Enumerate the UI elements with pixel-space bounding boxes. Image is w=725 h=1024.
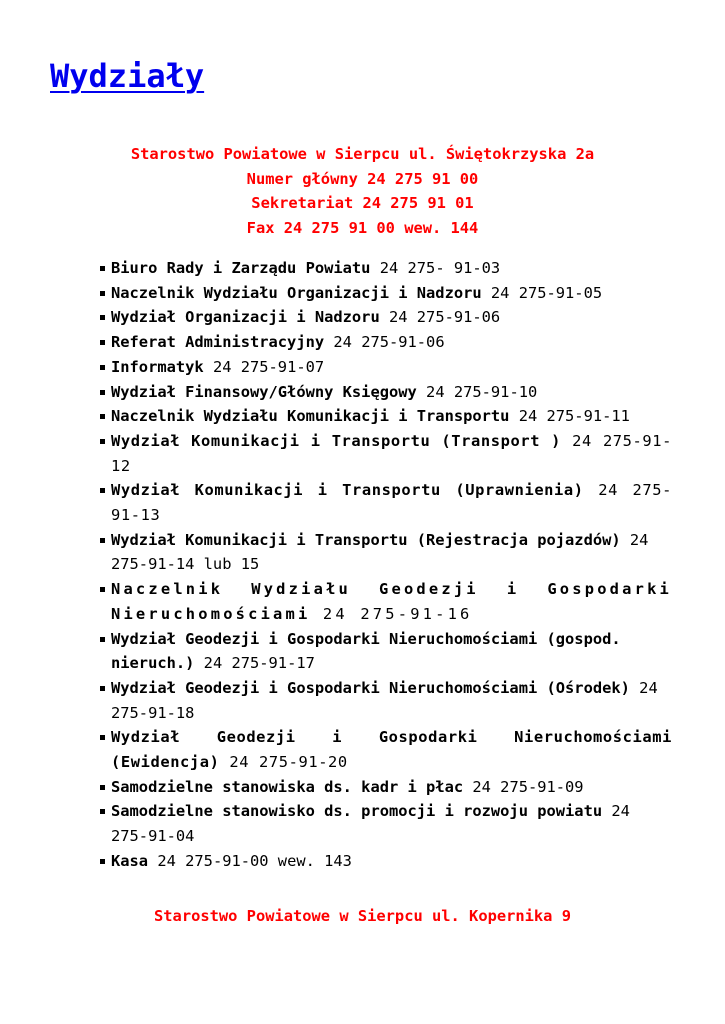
- department-name: Informatyk: [111, 357, 204, 376]
- hq-main-number: Numer główny 24 275 91 00: [246, 169, 479, 188]
- footer-address: Starostwo Powiatowe w Sierpcu ul. Kopernika 9: [154, 907, 571, 925]
- page-title[interactable]: Wydziały: [50, 57, 205, 95]
- department-name: Biuro Rady i Zarządu Powiatu: [111, 259, 371, 277]
- department-name: Wydział Komunikacji i Transportu (Rejestracja pojazdów): [111, 530, 621, 549]
- department-item: [99, 404, 672, 429]
- department-name: Samodzielne stanowiska ds. kadr i płac: [111, 777, 464, 796]
- department-phone: 24 275-91-10: [416, 382, 538, 401]
- department-phone: 24 275-91-04: [111, 802, 630, 846]
- department-item: [99, 528, 672, 577]
- department-item: [99, 577, 672, 626]
- department-name: Wydział Komunikacji i Transportu (Transport ): [111, 431, 562, 450]
- headquarters-info: [0, 142, 725, 240]
- department-item: [99, 380, 672, 405]
- hq-secretariat: Sekretariat 24 275 91 01: [251, 194, 474, 213]
- department-item: [99, 281, 672, 306]
- department-item: [99, 256, 672, 281]
- department-phone: 24 275-91-00 wew. 143: [148, 851, 352, 870]
- department-name: Naczelnik Wydziału Geodezji i Gospodarki Nieruchomościami: [111, 580, 672, 623]
- department-name: Wydział Geodezji i Gospodarki Nieruchomościami (Ośrodek): [111, 678, 630, 697]
- department-phone: 24 275-91-07: [203, 357, 325, 376]
- department-phone: 24 275-91-13: [111, 481, 672, 525]
- department-name: Kasa: [111, 851, 149, 870]
- department-name: Wydział Geodezji i Gospodarki Nieruchomościami (Ewidencja): [111, 728, 672, 772]
- department-phone: 24 275-91-17: [194, 654, 315, 673]
- department-name: Wydział Finansowy/Główny Księgowy: [111, 382, 417, 401]
- department-phone: 24 275- 91-03: [370, 259, 501, 277]
- hq-fax: Fax 24 275 91 00 wew. 144: [246, 218, 479, 237]
- department-name: Naczelnik Wydziału Komunikacji i Transportu: [111, 407, 510, 426]
- department-item: [99, 330, 672, 355]
- department-name: Samodzielne stanowisko ds. promocji i rozwoju powiatu: [111, 802, 603, 821]
- department-item: [99, 676, 672, 725]
- department-phone: 24 275-91-20: [219, 753, 348, 772]
- department-phone: 24 275-91-11: [509, 407, 630, 426]
- department-phone: 24 275-91-14 lub 15: [111, 530, 649, 574]
- department-name: Wydział Geodezji i Gospodarki Nieruchomościami (gospod. nieruch.): [111, 629, 621, 673]
- department-name: Wydział Organizacji i Nadzoru: [111, 308, 380, 327]
- department-phone: 24 275-91-16: [310, 604, 473, 623]
- department-item: [99, 775, 672, 800]
- department-name: Naczelnik Wydziału Organizacji i Nadzoru: [111, 283, 482, 302]
- department-phone: 24 275-91-05: [481, 283, 603, 302]
- department-item: [99, 429, 672, 478]
- department-phone: 24 275-91-18: [111, 678, 658, 722]
- departments-list: [99, 256, 672, 874]
- department-item: [99, 355, 672, 380]
- department-phone: 24 275-91-12: [111, 431, 673, 475]
- department-item: [99, 725, 672, 774]
- department-item: [99, 305, 672, 330]
- department-name: Referat Administracyjny: [111, 333, 325, 352]
- department-phone: 24 275-91-09: [463, 777, 584, 796]
- department-phone: 24 275-91-06: [324, 333, 445, 352]
- department-item: [99, 627, 672, 676]
- department-item: [99, 799, 672, 848]
- department-item: [99, 849, 672, 874]
- department-name: Wydział Komunikacji i Transportu (Uprawnienia): [111, 481, 584, 500]
- hq-address: Starostwo Powiatowe w Sierpcu ul. Świętokrzyska 2a: [130, 145, 595, 163]
- department-phone: 24 275-91-06: [379, 308, 501, 327]
- department-item: [99, 478, 672, 527]
